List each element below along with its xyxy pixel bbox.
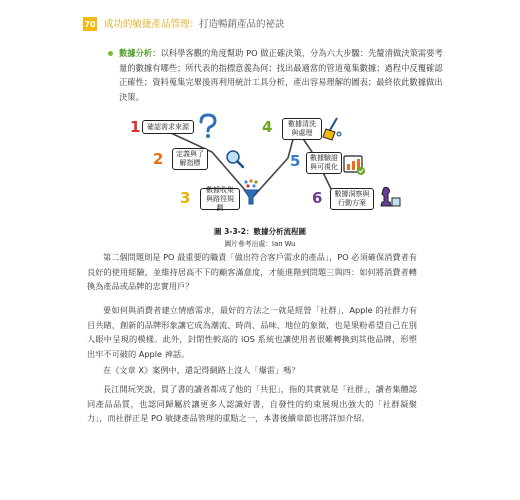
step-number-2: 2 [153,150,164,168]
page-number-badge: 70 [83,17,97,31]
header-title [104,16,285,30]
step-label-1: 確認需求來源 [142,120,194,134]
funnel-icon [244,179,258,204]
step-label-4: 數據清洗與處理 [282,118,322,140]
magnifier-icon [227,151,243,167]
chart-check-icon [344,156,365,175]
step-label-5: 數據驗證與可視化 [306,152,342,174]
step-label-3: 數據收集與路徑規劃 [200,188,240,210]
bullet-item [119,46,444,104]
chess-icon [381,187,400,206]
body-paragraph-3: 在《文章 X》案例中，還記得網路上沒人「爆雷」嗎？ [103,365,300,375]
book-title: 成功的敏捷產品管理： [104,19,200,30]
step-number-5: 5 [290,152,301,170]
body-paragraph-2: 要如何與消費者建立情感需求，最好的方法之一就是經營「社群」，Apple 的社群力有目共睹，創新的品牌形象讓它成為潮流、時尚、品味、地位的象徵，也是果粉希望自己在別人眼中呈現的模樣。此外，封閉性較高的 iOS 系統也讓使用者很難轉換到其他品牌，形塑出牢不可破的 Apple 神話。 [87,305,417,359]
step-label-2: 定義與了解指標 [172,148,208,170]
step-number-1: 1 [130,118,141,136]
figure-source: 圖片參考出處：Ian Wu [224,240,296,248]
figure-caption: 圖 3-3-2：數據分析流程圖 [214,227,306,236]
question-mark-icon [201,115,215,138]
chapter-title: 打造暢銷產品的祕訣 [199,19,285,30]
body-paragraph-1: 第二個問題則是 PO 最重要的職責「做出符合客戶需求的產品」，PO 必須確保消費者有良好的使用經驗，並維持居高不下的顧客滿意度，才能進階到問題三與四：如何將消費者轉換為產品或品牌的忠實用戶？ [87,252,417,292]
bullet-text: ：以科學客觀的角度幫助 PO 做正確決策，分為六大步驟：先釐清做決策需要考量的數據有哪些；所代表的指標意義為何；找出最適當的管道蒐集數據；過程中反覆確認正確性；資料蒐集完畢後再利用統計工具分析，產出容易理解的圖表；最終依此數據做出決策。 [119,48,443,102]
process-diagram [120,110,410,220]
broom-icon [323,118,341,140]
step-number-3: 3 [180,189,191,207]
step-number-4: 4 [262,118,273,136]
bullet-dot-icon [108,51,113,56]
step-label-6: 數據洞察與行動方案 [330,188,374,210]
step-number-6: 6 [312,189,323,207]
running-header [86,15,285,31]
body-paragraph-4: 長江開玩笑說，買了書的讀者都成了他的「共犯」，指的其實就是「社群」，讀者集體認同產品品質，也認同歸屬於讓更多人認識好書，自發性的約束展現出強大的「社群凝聚力」，而社群正是 PO 敏捷產品管理的重點之一，本書後續章節也將詳加介紹。 [87,384,417,424]
bullet-keyword: 數據分析 [119,48,153,58]
